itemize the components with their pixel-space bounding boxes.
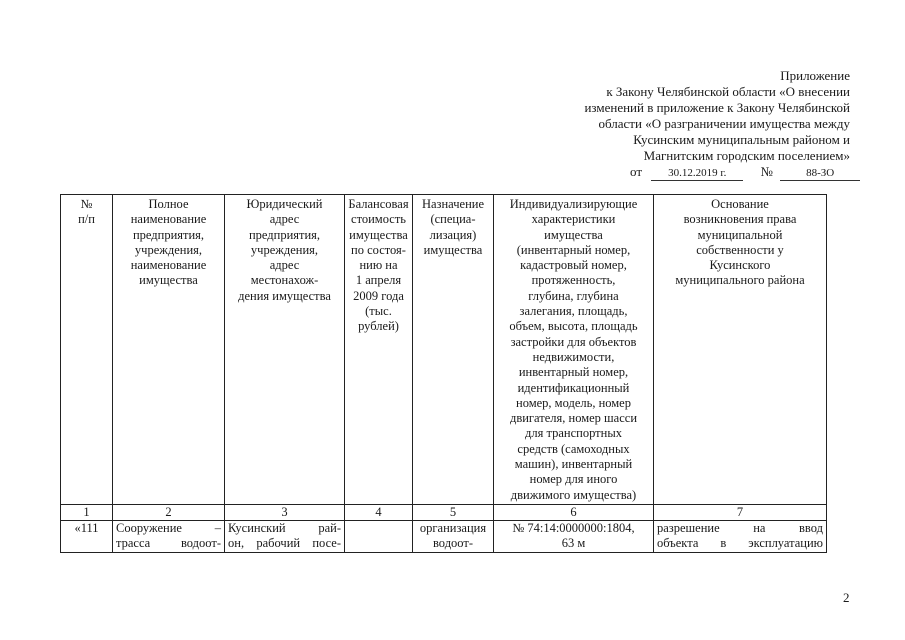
header-line: движимого имущества) [510,487,637,502]
header-line: объем, высота, площадь [509,319,638,334]
appendix-line: изменений в приложение к Закону Челябинской [584,100,850,115]
header-line: Балансовая [348,197,409,211]
header-line: Назначение [421,197,484,211]
row-purpose-line: организация [419,520,487,535]
row-name-line: трасса водоот- [116,536,221,551]
row-address-cell [225,520,345,552]
header-line: (инвентарный номер, [516,242,631,257]
header-line: учреждения, [250,242,319,257]
row-characteristics-line: № 74:14:0000000:1804, [512,520,635,535]
row-purpose-cell [413,520,494,552]
header-cell-number [61,195,113,505]
header-line: предприятия, [132,227,205,242]
law-date-number-line [630,164,860,181]
header-line: характеристики [531,212,616,227]
header-text [64,197,109,228]
header-line: (специа- [430,212,476,227]
header-line: п/п [78,212,95,227]
header-line: кадастровый номер, [520,258,627,273]
column-number: 4 [345,504,413,520]
header-cell-basis [654,195,827,505]
property-table [60,194,827,553]
header-line: адрес [269,212,300,227]
header-line: имущества [139,273,198,288]
header-text [497,197,650,503]
header-line: залегания, площадь, [519,304,628,319]
column-number: 3 [225,504,345,520]
header-line: дения имущества [238,288,331,303]
row-name-cell [113,520,225,552]
column-number: 7 [654,504,827,520]
header-line: имущества [544,227,603,242]
header-line: номер, модель, номер [516,395,631,410]
row-basis-cell [654,520,827,552]
header-line: № [80,197,93,211]
header-line: Полное [148,197,189,211]
appendix-line: Кусинским муниципальным районом и [633,132,850,147]
header-line: 1 апреля [355,273,402,288]
header-cell-address [225,195,345,505]
row-purpose-line: водоот- [432,536,474,551]
column-number: 1 [61,504,113,520]
header-line: идентификационный [517,380,630,395]
header-text [657,197,823,289]
header-line: двигателя, номер шасси [509,411,638,426]
header-line: недвижимости, [532,349,615,364]
page-number: 2 [843,590,850,605]
header-line: Индивидуализирующие [509,197,638,211]
row-basis-line: разрешение на ввод [657,520,823,535]
column-number: 5 [413,504,494,520]
header-line: возникновения права [683,212,797,227]
header-line: машин), инвентарный [514,457,633,472]
header-line: инвентарный номер, [518,365,629,380]
header-line: 2009 года [353,288,404,303]
row-number: «111 [74,520,99,535]
law-date: 30.12.2019 г. [651,166,743,181]
header-line: имущества [423,242,483,257]
header-line: собственности у [696,242,784,257]
law-number: 88-ЗО [780,166,860,181]
header-line: протяженность, [531,273,616,288]
row-value-cell [345,520,413,552]
header-line: номер для иного [529,472,618,487]
header-line: учреждения, [134,242,203,257]
header-line: Юридический [246,197,323,211]
from-label: от [630,164,643,179]
appendix-heading [520,68,850,164]
header-line: средств (самоходных [517,441,630,456]
number-label: № [760,164,773,179]
header-cell-value [345,195,413,505]
header-line: лизация) [429,227,477,242]
row-address-line: Кусинский рай- [228,520,341,535]
header-cell-characteristics [494,195,654,505]
header-line: стоимость [351,212,406,227]
column-number: 2 [113,504,225,520]
header-line: наименование [130,258,207,273]
header-line: адрес [269,258,300,273]
header-text [228,197,341,304]
row-name-line: Сооружение – [116,520,221,535]
header-line: предприятия, [248,227,321,242]
header-line: нию на [359,258,398,273]
header-line: для транспортных [525,426,622,441]
row-basis-line: объекта в эксплуатацию [657,536,823,551]
header-cell-name [113,195,225,505]
column-number: 6 [494,504,654,520]
column-number-row [61,504,827,520]
header-text [116,197,221,289]
appendix-line: области «О разграничении имущества между [598,116,850,131]
row-characteristics-line: 63 м [561,536,586,551]
header-line: застройки для объектов [510,334,637,349]
header-line: местонахож- [250,273,319,288]
header-line: по состоя- [351,242,406,257]
appendix-line: Приложение [780,68,850,83]
header-text [416,197,490,258]
header-cell-purpose [413,195,494,505]
header-line: Основание [711,197,769,211]
header-line: рублей) [358,319,399,334]
header-line: наименование [130,212,207,227]
row-characteristics-cell [494,520,654,552]
header-line: имущества [349,227,408,242]
header-line: муниципального района [675,273,805,288]
table-row [61,520,827,552]
header-text [348,197,409,335]
appendix-line: к Закону Челябинской области «О внесении [606,84,850,99]
row-address-line: он, рабочий посе- [228,536,341,551]
header-line: глубина, глубина [528,288,619,303]
table-header-row [61,195,827,505]
appendix-line: Магнитским городским поселением» [643,148,850,163]
header-line: (тыс. [365,304,392,319]
row-number-cell [61,520,113,552]
header-line: Кусинского [709,258,771,273]
header-line: муниципальной [697,227,783,242]
